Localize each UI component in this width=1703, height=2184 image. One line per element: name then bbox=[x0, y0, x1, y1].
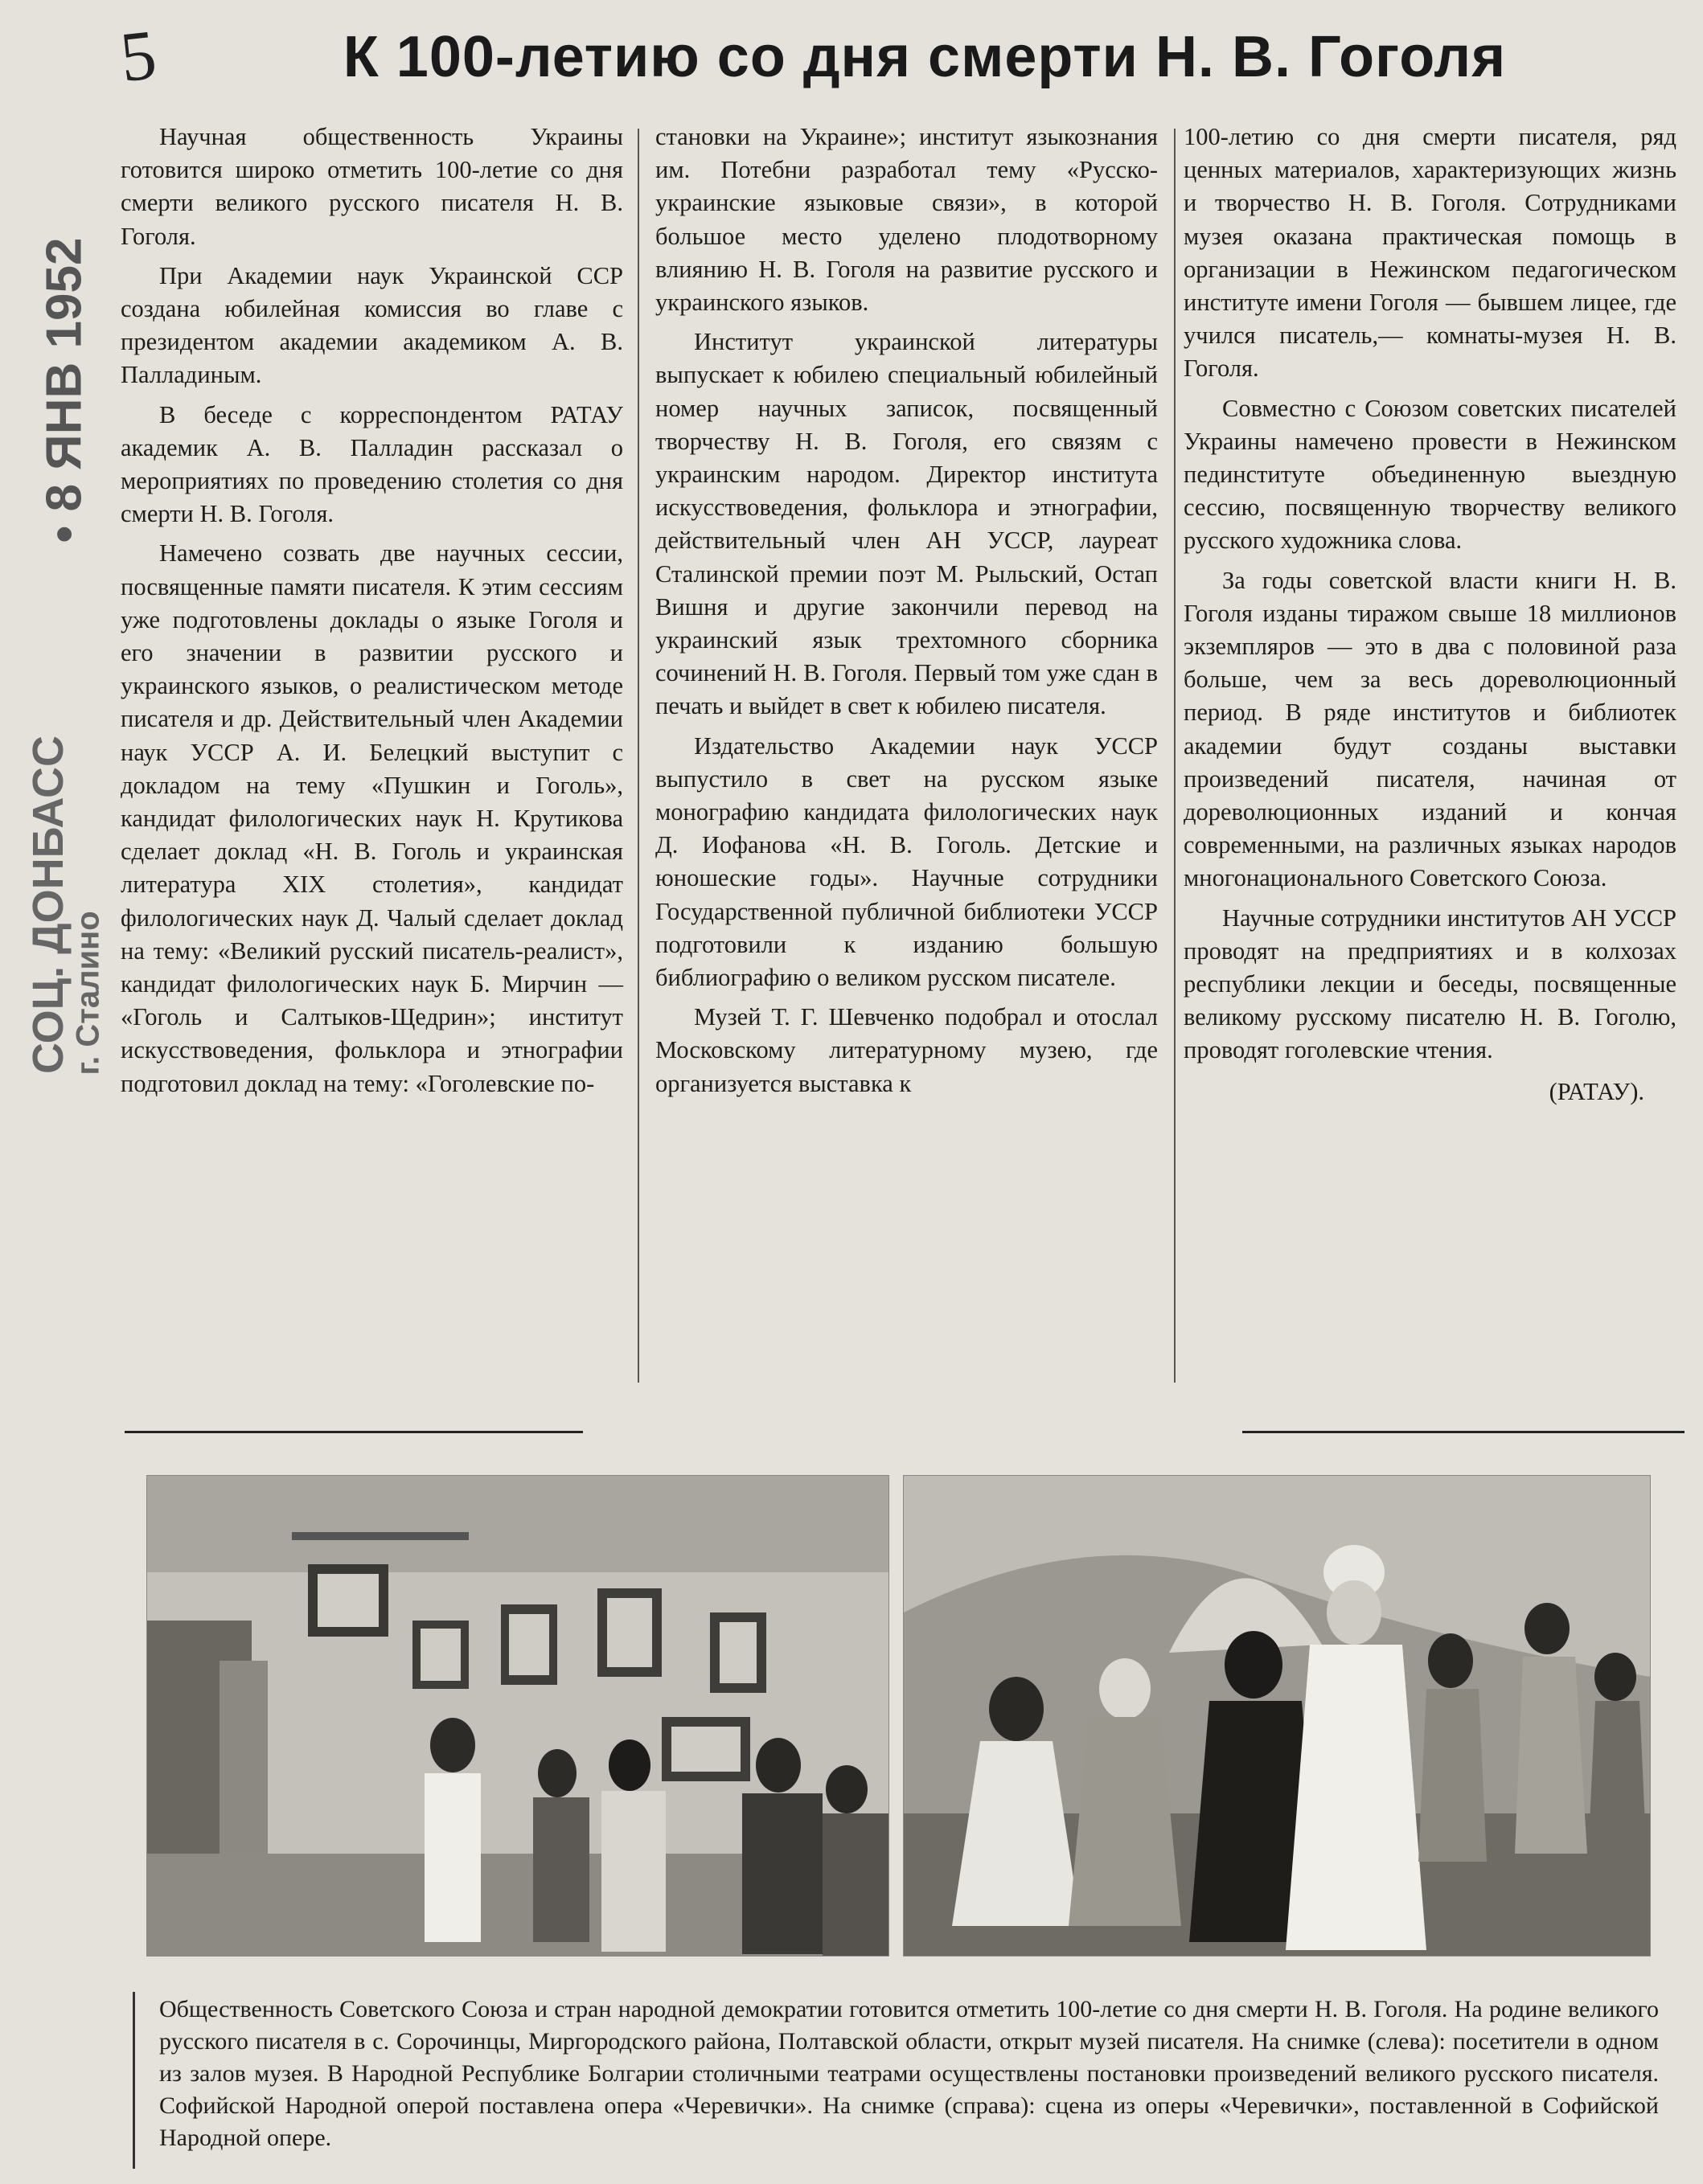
paragraph: становки на Украине»; институт языкознания им. Потебни разработал тему «Русско-украинские языковые связи», в которой большое место уделено плодотворному влиянию Н. В. Гоголя на развитие русского и украинского языков. bbox=[655, 123, 1158, 317]
separator-right bbox=[1242, 1431, 1685, 1433]
paragraph: Музей Т. Г. Шевченко подобрал и отослал Московскому литературному музею, где организуется выставка к bbox=[655, 1003, 1158, 1097]
paragraph: При Академии наук Украинской ССР создана юбилейная комиссия во главе с президентом академии академиком А. В. Палладиным. bbox=[121, 261, 623, 389]
headline: К 100-летию со дня смерти Н. В. Гоголя bbox=[343, 25, 1507, 89]
date-stamp bbox=[24, 225, 92, 563]
separator-left bbox=[125, 1431, 583, 1433]
paragraph: В беседе с корреспондентом РАТАУ академик А. В. Палладин рассказал о мероприятиях по проведению столетия со дня смерти Н. В. Гоголя. bbox=[121, 400, 623, 528]
handwritten-page-number: 5 bbox=[117, 15, 160, 98]
paragraph: Издательство Академии наук УССР выпустило в свет на русском языке монографию кандидата филологических наук Д. Иофанова «Н. В. Гоголь. Детские и юношеские годы». Научные сотрудники Государственной публичной библиотеки УССР подготовили к изданию большую библиографию о великом русском писателе. bbox=[655, 731, 1158, 992]
newspaper-city: г. Сталино bbox=[70, 911, 106, 1076]
photo-caption: Общественность Советского Союза и стран народной демократии готовится отметить 100-летие со дня смерти Н. В. Гоголя. На родине великого русского писателя в с. Сорочинцы, Миргородского района, Полтавской области, открыт музей писателя. На снимке (слева): посетители в одном из залов музея. В Народной Республике Болгарии столичными театрами осуществлены постановки произведений великого русского писателя. Софийской Народной оперой поставлена опера «Черевички». На снимке (справа): сцена из оперы «Черевички», поставленной в Софийской Народной опере. bbox=[159, 1996, 1659, 2151]
article-column-3 bbox=[1184, 121, 1676, 1383]
paragraph: Научная общественность Украины готовится широко отметить 100-летие со дня смерти великого русского писателя Н. В. Гоголя. bbox=[121, 123, 623, 250]
article-signoff: (РАТАУ). bbox=[1549, 1077, 1644, 1105]
paragraph: 100-летию со дня смерти писателя, ряд ценных материалов, характеризующих жизнь и творчество Н. В. Гоголя. Сотрудниками музея оказана практическая помощь в организации в Нежинском педагогическом институте имени Гоголя — бывшем лицее, где учился писатель,— комнаты-музея Н. В. Гоголя. bbox=[1184, 123, 1676, 383]
paragraph: За годы советской власти книги Н. В. Гоголя изданы тиражом свыше 18 миллионов экземпляров — это в два с половиной раза больше, чем за весь дореволюционный период. В ряде институтов и библиотек академии будут созданы выставки произведений писателя, начиная от дореволюционных изданий и кончая современными, на различных языках народов многонационального Советского Союза. bbox=[1184, 566, 1676, 892]
newspaper-name: СОЦ. ДОНБАСС bbox=[24, 736, 72, 1074]
article-column-2 bbox=[655, 121, 1158, 1383]
paragraph: Институт украинской литературы выпускает к юбилею специальный юбилейный номер научных записок, посвященный творчеству Н. В. Гоголя, его связям с украинским народом. Директор института искусствоведения, фольклора и этнографии, действительный член АН УССР, лауреат Сталинской премии поэт М. Рыльский, Остап Вишня и другие закончили перевод на украинский язык трехтомного сборника сочинений Н. В. Гоголя. Первый том уже сдан в печать и выйдет в свет к юбилею писателя. bbox=[655, 328, 1158, 720]
newspaper-stamp bbox=[16, 699, 121, 1077]
paragraph: Совместно с Союзом советских писателей Украины намечено провести в Нежинском пединституте объединенную выездную сессию, посвященную творчеству великого русского художника слова. bbox=[1184, 394, 1676, 555]
article-body bbox=[121, 121, 1676, 1391]
opera-scene-photo bbox=[903, 1475, 1651, 1957]
paragraph: Научные сотрудники институтов АН УССР проводят на предприятиях и в колхозах республики лекции и беседы, посвященные великому русскому писателю Н. В. Гоголю, проводят гоголевские чтения. bbox=[1184, 904, 1676, 1064]
paragraph: Намечено созвать две научных сессии, посвященные памяти писателя. К этим сессиям уже подготовлены доклады о языке Гоголя и его значении в развитии русского и украинского языков, о реалистическом методе писателя и др. Действительный член Академии наук УССР А. И. Белецкий выступит с докладом на тему «Пушкин и Гоголь», кандидат филологических наук Н. Крутикова сделает доклад «Н. В. Гоголь и украинская литература XIX столетия», кандидат филологических наук Д. Чалый сделает доклад на тему: «Великий русский писатель-реалист», кандидат филологических наук Б. Мирчин — «Гоголь и Салтыков-Щедрин»; институт искусствоведения, фольклора и этнографии подготовил доклад на тему: «Гоголевские по- bbox=[121, 539, 623, 1097]
date-stamp-text: • 8 ЯНВ 1952 bbox=[36, 237, 92, 543]
article-column-1 bbox=[121, 121, 623, 1383]
caption-bar bbox=[133, 1992, 135, 2169]
museum-photo bbox=[146, 1475, 889, 1957]
